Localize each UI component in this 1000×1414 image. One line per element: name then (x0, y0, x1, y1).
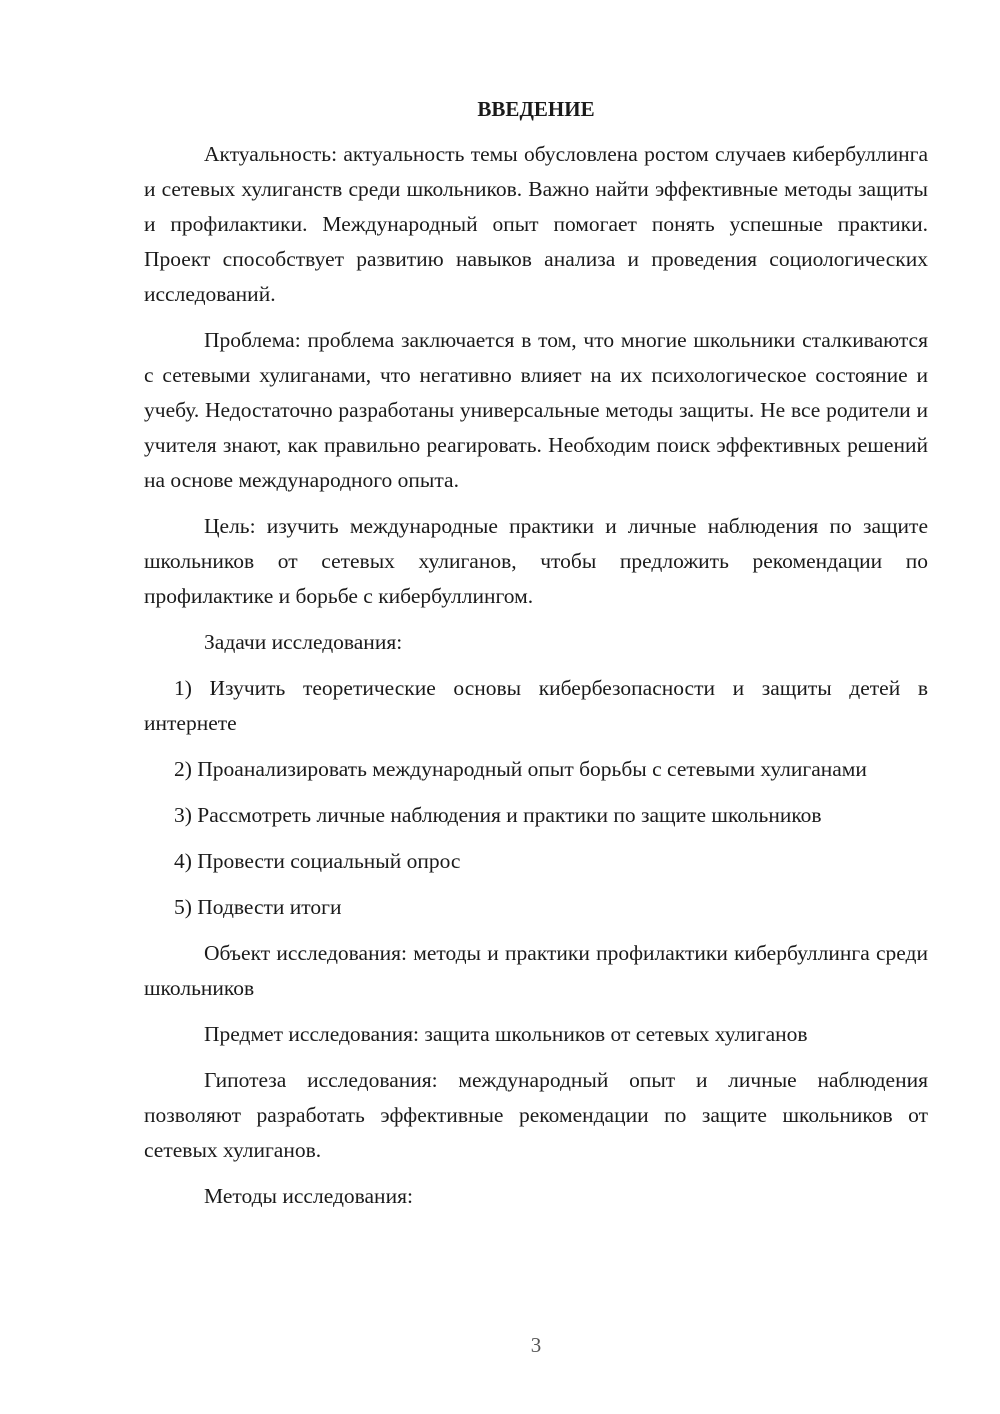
tasks-heading: Задачи исследования: (204, 630, 403, 654)
relevance-paragraph: Актуальность: актуальность темы обусловлена ростом случаев кибербуллинга и сетевых хулиганств среди школьников. Важно найти эффективные методы защиты и профилактики. Международный опыт помогает понять успешные практики. Проект способствует развитию навыков анализа и проведения социологических исследований. (144, 142, 928, 306)
problem-paragraph: Проблема: проблема заключается в том, что многие школьники сталкиваются с сетевыми хулиганами, что негативно влияет на их психологическое состояние и учебу. Недостаточно разработаны универсальные методы защиты. Не все родители и учителя знают, как правильно реагировать. Необходим поиск эффективных решений на основе международного опыта. (144, 328, 928, 492)
goal-paragraph: Цель: изучить международные практики и личные наблюдения по защите школьников от сетевых хулиганов, чтобы предложить рекомендации по профилактике и борьбе с кибербуллингом. (144, 514, 928, 608)
page-number: 3 (530, 1333, 542, 1357)
task-item: 1) Изучить теоретические основы кибербезопасности и защиты детей в интернете (144, 676, 928, 735)
task-item: 3) Рассмотреть личные наблюдения и практики по защите школьников (174, 803, 822, 827)
hypothesis-paragraph: Гипотеза исследования: международный опыт и личные наблюдения позволяют разработать эффективные рекомендации по защите школьников от сетевых хулиганов. (144, 1068, 928, 1162)
document-page (144, 92, 928, 1225)
task-item: 2) Проанализировать международный опыт борьбы с сетевыми хулиганами (174, 757, 867, 781)
task-item: 5) Подвести итоги (174, 895, 342, 919)
task-item: 4) Провести социальный опрос (174, 849, 461, 873)
object-paragraph: Объект исследования: методы и практики профилактики кибербуллинга среди школьников (144, 941, 928, 1000)
subject-paragraph: Предмет исследования: защита школьников от сетевых хулиганов (204, 1022, 808, 1046)
section-title: ВВЕДЕНИЕ (477, 97, 595, 121)
methods-heading: Методы исследования: (204, 1184, 413, 1208)
